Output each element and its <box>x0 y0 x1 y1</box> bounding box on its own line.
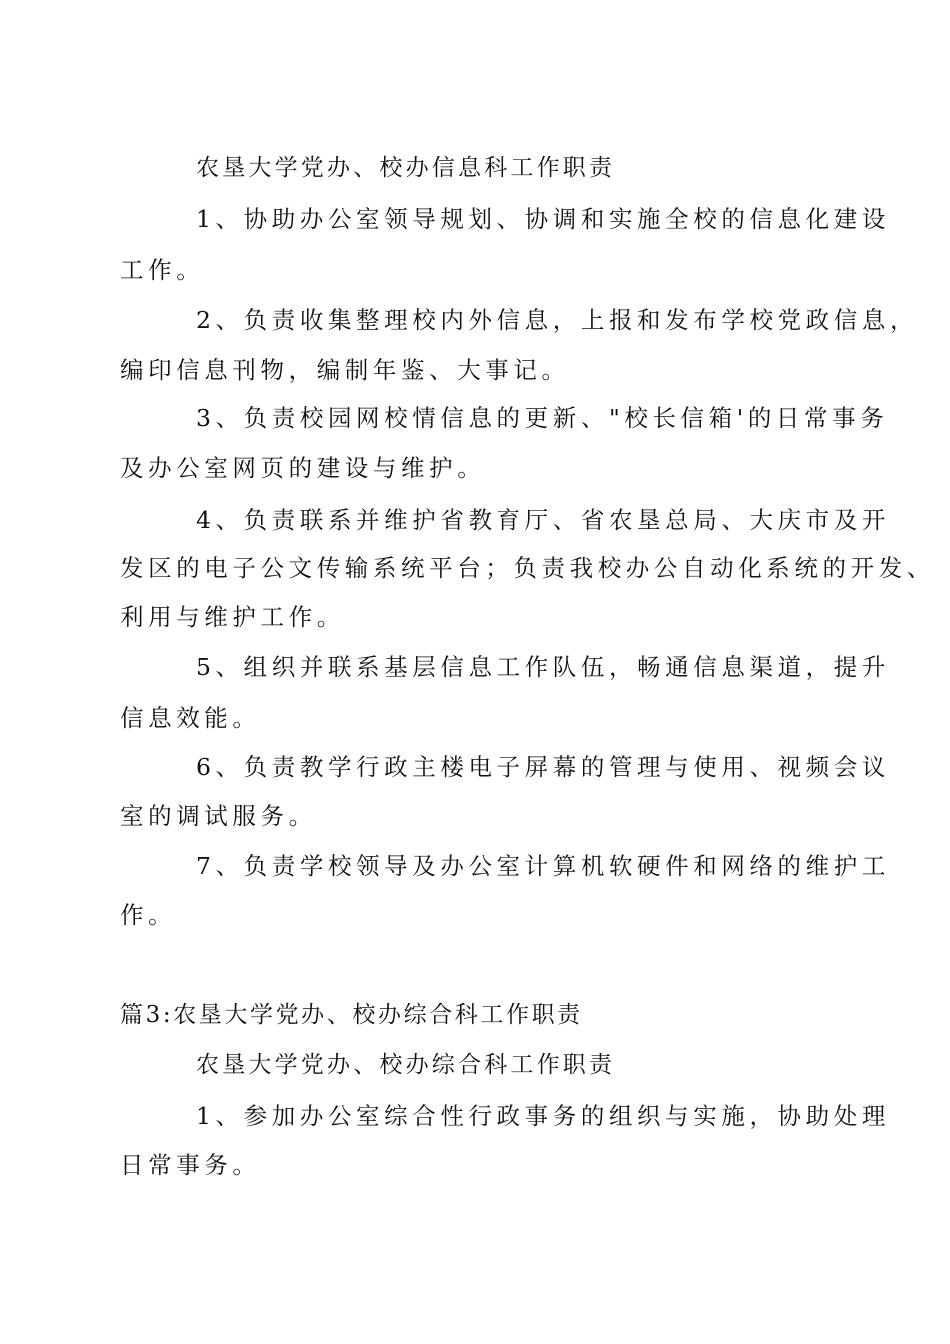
paragraph-line: 3、负责校园网校情信息的更新、"校长信箱'的日常事务 <box>196 404 889 432</box>
chapter-heading: 篇3:农垦大学党办、校办综合科工作职责 <box>120 1002 583 1028</box>
paragraph-line: 编印信息刊物，编制年鉴、大事记。 <box>120 356 570 384</box>
paragraph-line: 工作。 <box>120 256 205 284</box>
paragraph-line: 2、负责收集整理校内外信息，上报和发布学校党政信息， <box>196 306 919 334</box>
paragraph-line: 发区的电子公文传输系统平台；负责我校办公自动化系统的开发、 <box>120 554 935 582</box>
paragraph-line: 6、负责教学行政主楼电子屏幕的管理与使用、视频会议 <box>196 753 890 781</box>
paragraph-line: 5、组织并联系基层信息工作队伍，畅通信息渠道，提升 <box>196 653 890 681</box>
paragraph-line: 1、协助办公室领导规划、协调和实施全校的信息化建设 <box>196 205 890 233</box>
paragraph-line: 室的调试服务。 <box>120 802 317 830</box>
paragraph-line: 作。 <box>120 901 177 929</box>
paragraph-line: 日常事务。 <box>120 1151 261 1179</box>
paragraph-line: 7、负责学校领导及办公室计算机软硬件和网络的维护工 <box>196 852 890 880</box>
section-title: 农垦大学党办、校办信息科工作职责 <box>196 155 616 181</box>
section-title: 农垦大学党办、校办综合科工作职责 <box>196 1052 616 1078</box>
paragraph-line: 及办公室网页的建设与维护。 <box>120 454 486 482</box>
paragraph-line: 信息效能。 <box>120 704 261 732</box>
paragraph-line: 利用与维护工作。 <box>120 603 345 631</box>
paragraph-line: 1、参加办公室综合性行政事务的组织与实施，协助处理 <box>196 1102 890 1130</box>
paragraph-line: 4、负责联系并维护省教育厅、省农垦总局、大庆市及开 <box>196 506 890 534</box>
